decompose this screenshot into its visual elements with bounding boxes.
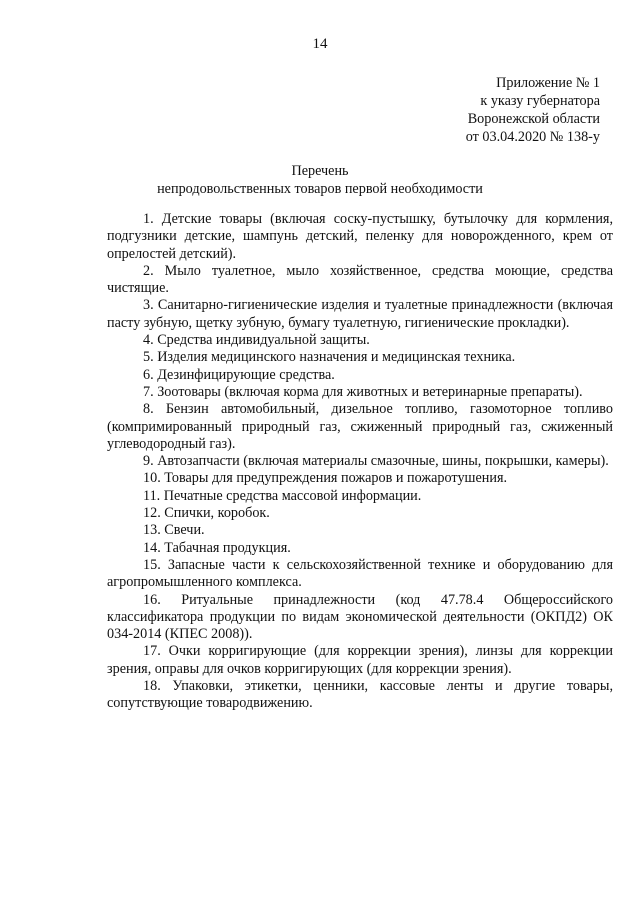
goods-list [107,211,613,713]
title-line: непродовольственных товаров первой необходимости [157,181,483,197]
appendix-line: от 03.04.2020 № 138-у [465,129,600,145]
list-item: 17. Очки корригирующие (для коррекции зрения), линзы для коррекции зрения, оправы для очков корригирующих (для коррекции зрения). [107,643,613,677]
list-item: 18. Упаковки, этикетки, ценники, кассовые ленты и другие товары, сопутствующие товародвижению. [107,678,613,712]
list-item: 15. Запасные части к сельскохозяйственной технике и оборудованию для агропромышленного комплекса. [107,556,613,591]
list-item: 9. Автозапчасти (включая материалы смазочные, шины, покрышки, камеры). [143,453,609,470]
page-number: 14 [312,36,328,52]
appendix-line: к указу губернатора [480,93,600,109]
list-item: 6. Дезинфицирующие средства. [143,366,335,383]
list-item: 16. Ритуальные принадлежности (код 47.78.4 Общероссийского классификатора продукции по видам экономической деятельности (ОКПД2) ОК 034-2014 (КПЕС 2008)). [107,591,613,643]
list-item: 12. Спички, коробок. [143,505,270,522]
list-item: 10. Товары для предупреждения пожаров и пожаротушения. [143,470,508,487]
appendix-line: Воронежской области [467,111,600,127]
list-item: 5. Изделия медицинского назначения и медицинская техника. [143,349,516,366]
list-item: 3. Санитарно-гигиенические изделия и туалетные принадлежности (включая пасту зубную, щетку зубную, бумагу туалетную, гигиенические прокладки). [107,297,613,331]
appendix-header [400,74,600,146]
list-item: 7. Зоотовары (включая корма для животных и ветеринарные препараты). [143,383,583,400]
list-item: 4. Средства индивидуальной защиты. [143,332,370,349]
list-item: 8. Бензин автомобильный, дизельное топливо, газомоторное топливо (компримированный природный газ, сжиженный природный газ, сжиженный углеводородный газ). [107,401,613,452]
appendix-line: Приложение № 1 [496,75,600,91]
list-item: 2. Мыло туалетное, мыло хозяйственное, средства моющие, средства чистящие. [107,262,613,297]
list-item: 1. Детские товары (включая соску-пустышку, бутылочку для кормления, подгузники детские, шампунь детский, пеленку для новорожденного, крем от опрелостей детский). [107,211,613,262]
document-title [0,162,640,198]
list-item: 14. Табачная продукция. [143,539,291,556]
list-item: 11. Печатные средства массовой информации. [143,487,422,504]
list-item: 13. Свечи. [143,522,205,539]
title-line: Перечень [291,163,349,179]
